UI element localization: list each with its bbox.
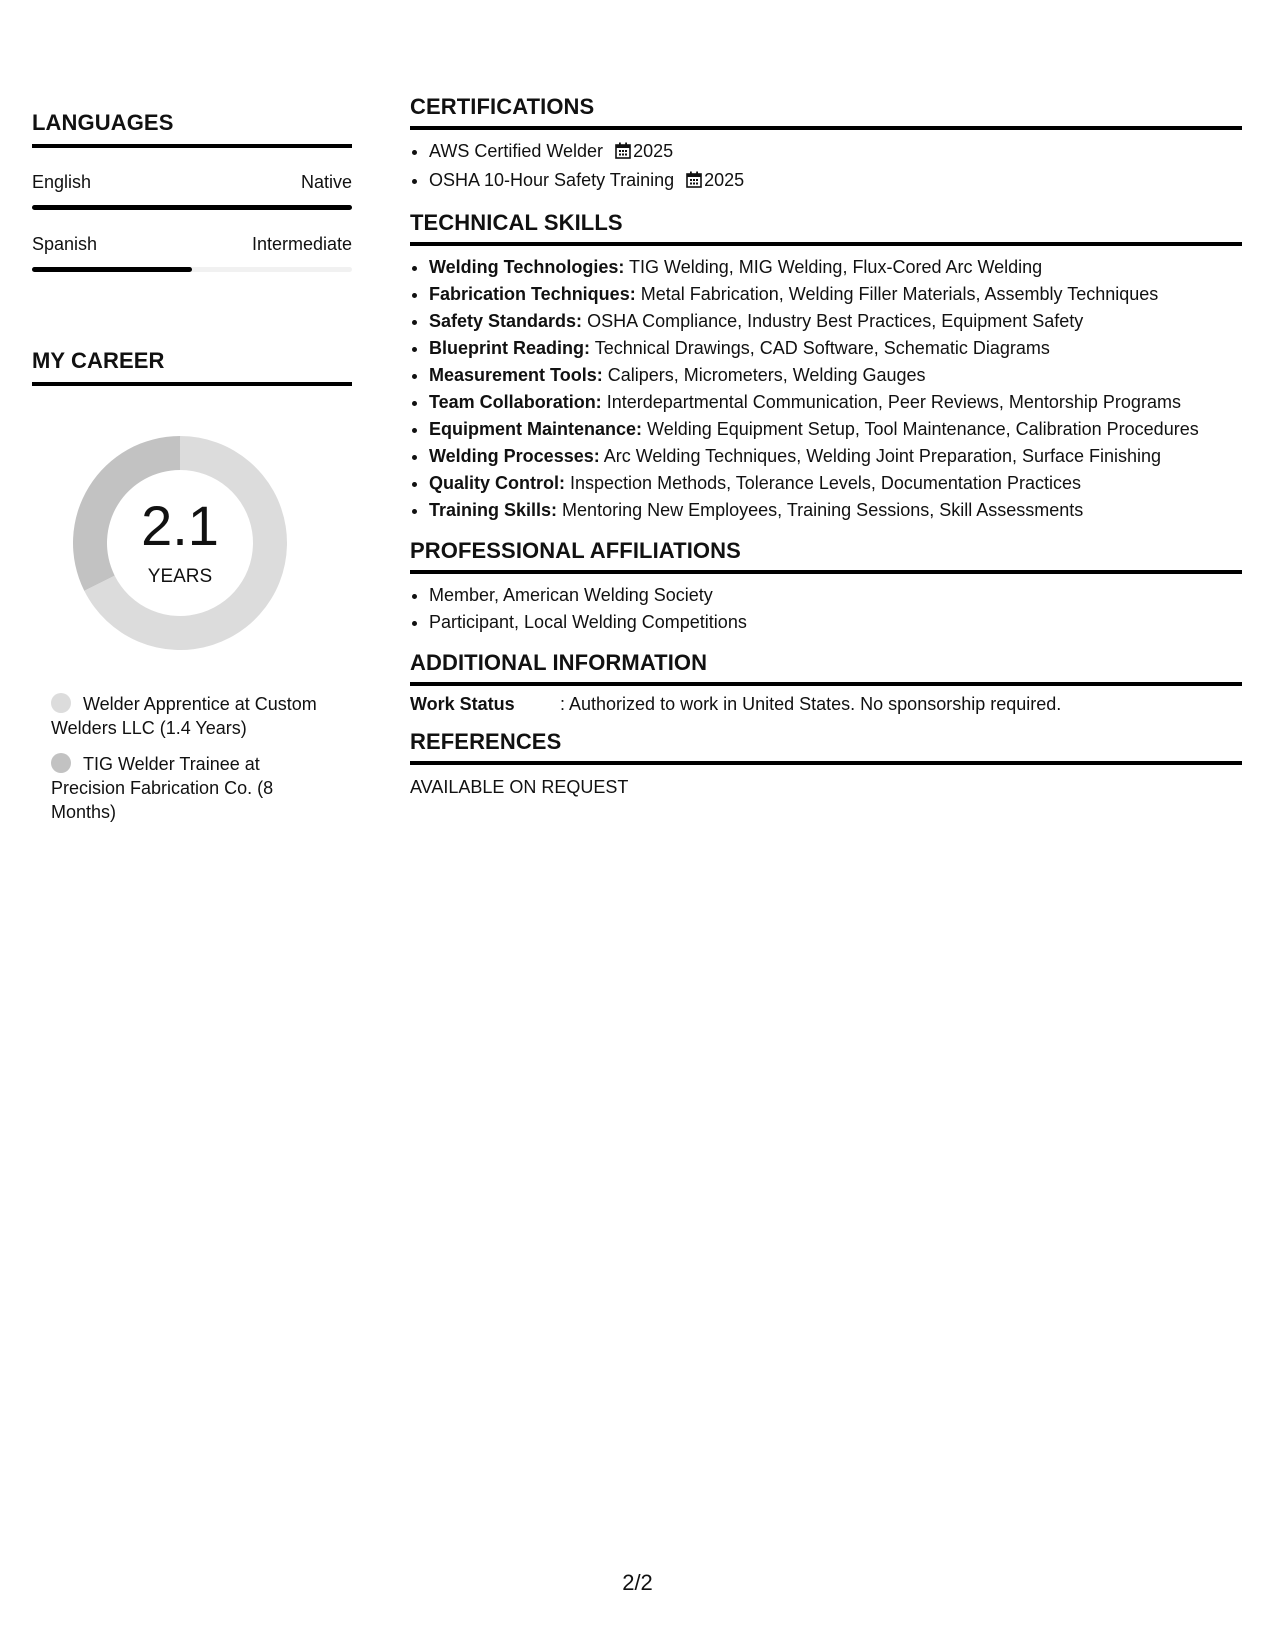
legend-label: Welder Apprentice at Custom Welders LLC (1.4 Years) (51, 694, 317, 738)
calendar-icon (615, 140, 631, 167)
skill-item (429, 416, 1242, 443)
skill-label: Measurement Tools: (429, 365, 603, 385)
legend-item (51, 752, 336, 824)
career-donut-chart (65, 428, 295, 658)
language-proficiency-fill (32, 267, 192, 272)
references-section (410, 729, 1242, 798)
career-total-years: 2.1 (141, 494, 219, 557)
skill-item (429, 470, 1242, 497)
language-name: Spanish (32, 234, 98, 254)
skill-text: Welding Equipment Setup, Tool Maintenance, Calibration Procedures (647, 419, 1199, 439)
additional-info-section (410, 650, 1242, 715)
skill-label: Safety Standards: (429, 311, 583, 331)
skill-text: Arc Welding Techniques, Welding Joint Preparation, Surface Finishing (603, 446, 1162, 466)
work-status-row (410, 694, 1242, 715)
career-years-unit: YEARS (147, 566, 213, 587)
languages-title: LANGUAGES (32, 110, 352, 148)
skill-text: TIG Welding, MIG Welding, Flux-Cored Arc Welding (629, 257, 1043, 277)
skill-label: Equipment Maintenance: (429, 419, 643, 439)
legend-label: TIG Welder Trainee at Precision Fabrication Co. (8 Months) (51, 754, 274, 822)
language-proficiency-bar (32, 267, 352, 272)
left-column (32, 110, 352, 836)
language-proficiency-bar (32, 205, 352, 210)
skill-text: OSHA Compliance, Industry Best Practices, Equipment Safety (587, 311, 1084, 331)
certification-item (429, 167, 1242, 196)
skill-item (429, 281, 1242, 308)
skill-label: Team Collaboration: (429, 392, 602, 412)
work-status-value: : Authorized to work in United States. No sponsorship required. (560, 694, 1062, 714)
legend-dot (51, 753, 71, 773)
skill-label: Welding Processes: (429, 446, 600, 466)
skill-item (429, 362, 1242, 389)
work-status-label: Work Status (410, 694, 515, 714)
legend-dot (51, 693, 71, 713)
career-title: MY CAREER (32, 348, 352, 386)
certification-year: 2025 (633, 141, 674, 161)
certification-year: 2025 (704, 170, 745, 190)
legend-item (51, 692, 336, 740)
right-column (410, 94, 1242, 812)
page-number: 2/2 (622, 1570, 653, 1595)
affiliations-section (410, 538, 1242, 636)
language-item (32, 172, 352, 210)
skill-label: Welding Technologies: (429, 257, 625, 277)
skill-item (429, 497, 1242, 524)
career-legend (32, 692, 352, 824)
language-proficiency-fill (32, 205, 352, 210)
references-text: AVAILABLE ON REQUEST (410, 777, 629, 797)
language-level: Native (300, 172, 352, 192)
skill-item (429, 389, 1242, 416)
skill-item (429, 443, 1242, 470)
skill-text: Calipers, Micrometers, Welding Gauges (607, 365, 926, 385)
skill-item (429, 254, 1242, 281)
language-level: Intermediate (251, 234, 352, 254)
skill-text: Metal Fabrication, Welding Filler Materials, Assembly Techniques (640, 284, 1159, 304)
affiliation-item: • Member, American Welding Society (429, 582, 1242, 609)
affiliation-item: • Participant, Local Welding Competitions (429, 609, 1242, 636)
certification-name: AWS Certified Welder (429, 141, 604, 161)
skills-section (410, 210, 1242, 524)
affiliations-title: PROFESSIONAL AFFILIATIONS (410, 538, 1242, 574)
skill-text: Technical Drawings, CAD Software, Schematic Diagrams (594, 338, 1050, 358)
certification-item (429, 138, 1242, 167)
language-item (32, 234, 352, 272)
language-name: English (32, 172, 92, 192)
skill-text: Interdepartmental Communication, Peer Reviews, Mentorship Programs (606, 392, 1181, 412)
certification-name: OSHA 10-Hour Safety Training (429, 170, 675, 190)
certifications-title: CERTIFICATIONS (410, 94, 1242, 130)
skill-text: Mentoring New Employees, Training Sessions, Skill Assessments (562, 500, 1084, 520)
skill-label: Quality Control: (429, 473, 565, 493)
calendar-icon (686, 169, 702, 196)
additional-info-title: ADDITIONAL INFORMATION (410, 650, 1242, 686)
skill-label: Training Skills: (429, 500, 558, 520)
skill-item (429, 335, 1242, 362)
certifications-section (410, 94, 1242, 196)
skill-item (429, 308, 1242, 335)
skills-title: TECHNICAL SKILLS (410, 210, 1242, 246)
references-title: REFERENCES (410, 729, 1242, 765)
skill-label: Fabrication Techniques: (429, 284, 636, 304)
skill-label: Blueprint Reading: (429, 338, 590, 358)
skill-text: Inspection Methods, Tolerance Levels, Documentation Practices (570, 473, 1081, 493)
